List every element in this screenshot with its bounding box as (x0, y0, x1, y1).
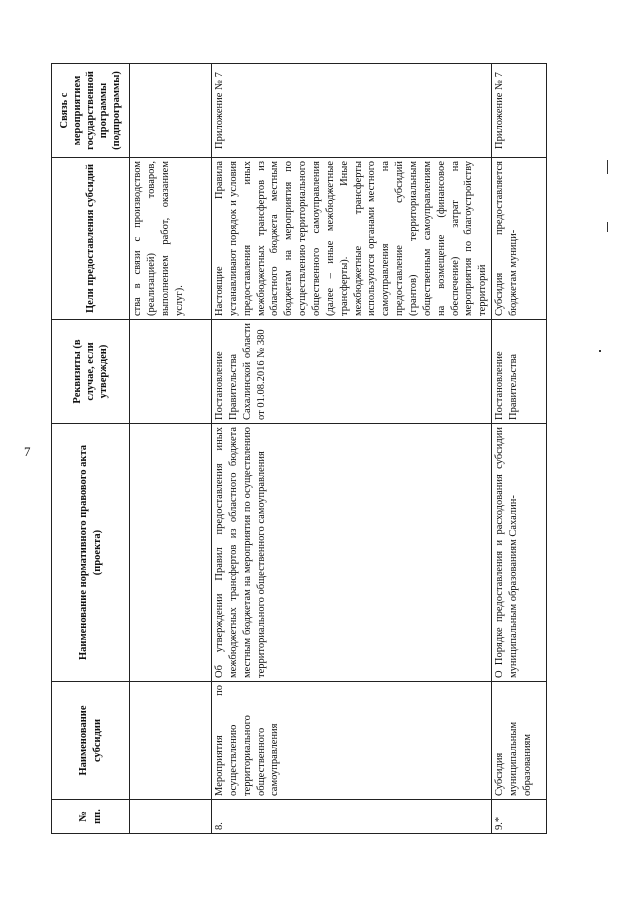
header-link: Связь с мероприятием государственной программы (подпрограммы) (52, 64, 130, 158)
cell-act: Об утверждении Правил предоставления иных межбюджетных трансфертов из областного бюджета местным бюджетам на мероприятия по осуществлению территориального общественного самоуправления (212, 424, 492, 682)
scan-artifact (607, 222, 608, 232)
header-subsidy: Наименование субсидии (52, 682, 130, 800)
rotated-page (51, 64, 533, 834)
cell-goals: Настоящие Правила устанавливают порядок и условия предоставления иных межбюджетных трансфертов из областного бюджета местным бюджетам на мероприятия по осуществлению территориального общественного самоуправления (далее – иные межбюджетные трансферты). Иные межбюджетные трансферты используются органами местного самоуправления на предоставление субсидий (грантов) территориальным общественным самоуправлениям на возмещение (финансовое обеспечение) затрат на мероприятия по благоустройству территорий (212, 158, 492, 320)
cell-requisites (130, 320, 212, 424)
header-goals: Цели предоставления субсидий (52, 158, 130, 320)
cell-act (130, 424, 212, 682)
page-number: 7 (24, 444, 31, 459)
header-requisites: Реквизиты (в случае, если утвержден) (52, 320, 130, 424)
scan-artifact (599, 350, 601, 352)
header-act: Наименование нормативного правового акта (проекта) (52, 424, 130, 682)
cell-act: О Порядке предоставления и расходования субсидии муниципальным образованиям Сахалин- (492, 424, 547, 682)
table-header-row (52, 64, 130, 834)
table-row (212, 64, 492, 834)
cell-subsidy: Мероприятия по осуществлению территориального общественного самоуправления (212, 682, 492, 800)
cell-goals: ства в связи с производством (реализацией) товаров, выполнением работ, оказанием услуг). (130, 158, 212, 320)
cell-num: 8. (212, 800, 492, 834)
table-row (492, 64, 547, 834)
cell-subsidy: Субсидия муниципальным образованиям (492, 682, 547, 800)
cell-num: 9.* (492, 800, 547, 834)
scan-artifact (607, 160, 608, 174)
cell-goals: Субсидия предоставляется бюджетам муници- (492, 158, 547, 320)
cell-link: Приложение № 7 (492, 64, 547, 158)
cell-requisites: Постановление Правительства Сахалинской области от 01.08.2016 № 380 (212, 320, 492, 424)
subsidy-table (51, 63, 547, 834)
cell-requisites: Постановление Правительства (492, 320, 547, 424)
cell-link: Приложение № 7 (212, 64, 492, 158)
table-row (130, 64, 212, 834)
cell-link (130, 64, 212, 158)
header-num: № пп. (52, 800, 130, 834)
cell-num (130, 800, 212, 834)
cell-subsidy (130, 682, 212, 800)
